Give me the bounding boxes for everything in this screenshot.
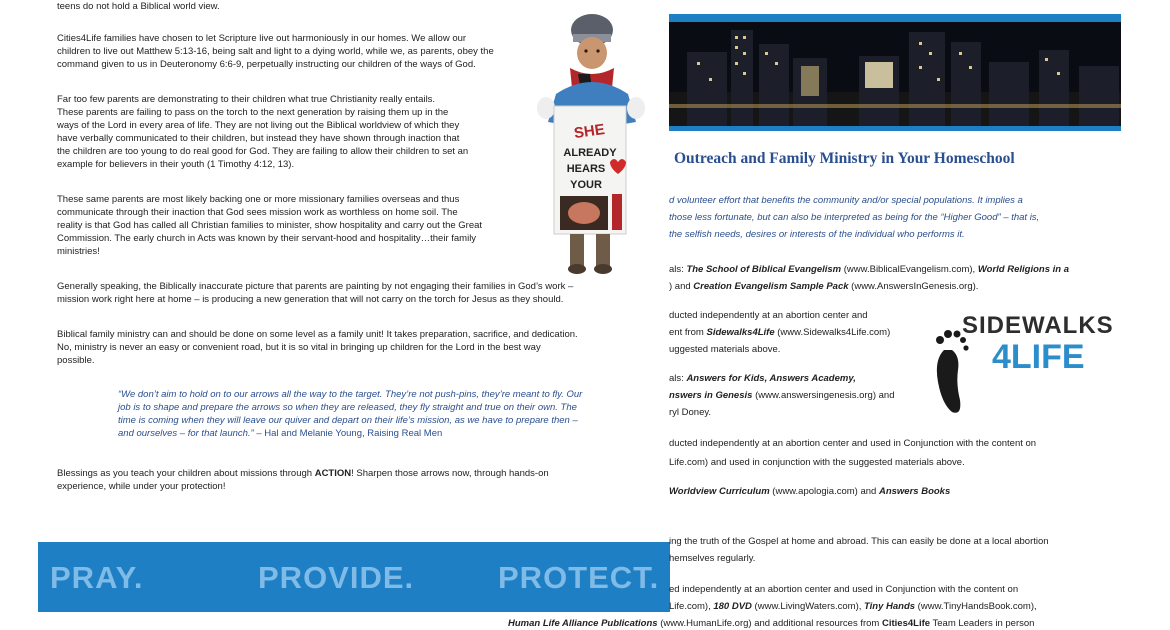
text-line: d volunteer effort that benefits the community and/or special populations. It implies a: [669, 195, 1023, 206]
sign-word: SHE: [572, 120, 606, 143]
text-line: These same parents are most likely backing one or more missionary families overseas and thus: [57, 194, 460, 205]
text-line: [669, 389, 894, 402]
text-line: children to live out Matthew 5:13-16, being salt and light to a dying world, while we, as parents, obey the: [57, 46, 494, 57]
quote-line: job is to shape and prepare the arrows so when they are released, they fly straight and true on their own. The: [118, 402, 577, 413]
text-run: (www.apologia.com) and: [769, 486, 879, 497]
text-line: ducted independently at an abortion center and used in Conjunction with the content on: [669, 438, 1037, 449]
text-line: possible.: [57, 355, 95, 366]
text-line: reality is that God has called all Christian families to minister, show hospitality and carry out the Great: [57, 220, 483, 231]
text-line: example for believers in their youth (1 Timothy 4:12, 13).: [57, 159, 295, 170]
text-run: (www.answersingenesis.org) and: [752, 390, 895, 401]
banner-word-provide: PROVIDE.: [258, 560, 415, 595]
text-line: Commission. The early church in Acts was known by their servant-hood and hospitality…their family: [57, 233, 477, 244]
text-line: These parents are failing to pass on the torch to the next generation by raising them up in the: [57, 107, 449, 118]
text-run: ! Sharpen those arrows now, through hands-on: [351, 468, 549, 479]
text-line: experience, while under your protection!: [57, 481, 226, 492]
text-line: Cities4Life families have chosen to let Scripture live out harmoniously in our homes. We allow our: [57, 33, 467, 44]
text-line: [669, 280, 978, 293]
resource-title: nswers in Genesis: [669, 390, 753, 401]
resource-title: Human Life Alliance Publications: [508, 618, 658, 629]
text-run: (www.AnswersInGenesis.org).: [848, 281, 979, 292]
text-run: Team Leaders in person: [930, 618, 1035, 629]
text-run: (www.BiblicalEvangelism.com),: [841, 264, 978, 275]
sign-word: HEARS: [566, 163, 606, 175]
banner-word-pray: PRAY.: [50, 560, 144, 595]
action-word: ACTION: [314, 468, 352, 479]
pray-provide-protect-banner: [38, 542, 670, 612]
text-line: [508, 617, 1034, 630]
resource-title: 180 DVD: [713, 601, 752, 612]
text-line: ryl Doney.: [669, 407, 712, 418]
text-line: [57, 467, 549, 480]
logo-text-bottom: 4LIFE: [992, 338, 1085, 376]
text-line: the children are too young to do real good for God. They are failing to allow their children to set an: [57, 146, 469, 157]
text-line: Biblical family ministry can and should be done on some level as a family unit! It takes preparation, sacrifice, and dedication.: [57, 329, 578, 340]
text-line: hemselves regularly.: [669, 553, 756, 564]
text-run: Life.com),: [669, 601, 714, 612]
text-line: No, ministry is never an easy or convenient road, but it is so vital in bringing up children for the Lord in the best way: [57, 342, 541, 353]
quote-line: time is coming when they will leave our quiver and depart on their life’s mission, as we have to prepare then –: [118, 415, 578, 426]
text-run: ) and: [669, 281, 694, 292]
text-line: uggested materials above.: [669, 344, 781, 355]
text-run: (www.HumanLife.org) and additional resources from: [657, 618, 882, 629]
quote-line: [118, 427, 442, 440]
text-line: command given to us in Deuteronomy 6:6-9, perpetually instructing our children of the ways of God.: [57, 59, 476, 70]
text-line: [669, 326, 890, 339]
text-line: Far too few parents are demonstrating to their children what true Christianity really entails.: [57, 94, 436, 105]
text-line: ways of the Lord in every area of life. They are not living out the Biblical worldview of which they: [57, 120, 460, 131]
text-run: Blessings as you teach your children about missions through: [57, 468, 315, 479]
text-line: Life.com) and used in conjunction with the suggested materials above.: [669, 457, 965, 468]
logo-text-top: SIDEWALKS: [962, 312, 1114, 339]
text-line: ing the truth of the Gospel at home and abroad. This can easily be done at a local abortion: [669, 536, 1049, 547]
resource-title: Answers Books: [878, 486, 951, 497]
org-name: Cities4Life: [881, 618, 931, 629]
text-run: (www.TinyHandsBook.com),: [915, 601, 1037, 612]
intro-fragment: teens do not hold a Biblical world view.: [57, 1, 220, 12]
text-line: mission work right here at home – is producing a new generation that will not carry on the torch for Jesus as they should.: [57, 294, 564, 305]
text-line: the selfish needs, desires or interests of the individual who performs it.: [669, 229, 965, 240]
banner-word-protect: PROTECT.: [498, 560, 660, 595]
text-line: have verbally communicated to their children, but instead they have shown through inaction that: [57, 133, 460, 144]
text-line: ed independently at an abortion center and used in Conjunction with the content on: [669, 584, 1019, 595]
quote-last-line: and ourselves – for that launch.”: [118, 428, 254, 439]
text-run: als:: [669, 264, 687, 275]
resource-title: Worldview Curriculum: [669, 486, 770, 497]
child-with-sign-photo: [526, 10, 656, 275]
resource-title: Tiny Hands: [864, 601, 916, 612]
text-line: those less fortunate, but can also be interpreted as being for the “Higher Good” – that is,: [669, 212, 1040, 223]
quote-line: “We don’t aim to hold on to our arrows all the way to the target. They’re not push-pins, they’re meant to fly. Our: [118, 389, 583, 400]
text-line: ducted independently at an abortion center and: [669, 310, 868, 321]
text-line: [669, 263, 1069, 276]
resource-title: Creation Evangelism Sample Pack: [693, 281, 849, 292]
text-line: [669, 372, 856, 385]
text-run: ent from: [669, 327, 707, 338]
resource-title: Answers for Kids, Answers Academy,: [686, 373, 856, 384]
text-line: communicate through their inaction that God sees mission work as worthless on home soil. The: [57, 207, 458, 218]
quote-attribution: – Hal and Melanie Young, Raising Real Men: [253, 428, 443, 439]
text-line: ministries!: [57, 246, 100, 257]
text-run: (www.Sidewalks4Life.com): [774, 327, 891, 338]
text-run: (www.LivingWaters.com),: [751, 601, 865, 612]
text-run: als:: [669, 373, 687, 384]
resource-title: Sidewalks4Life: [706, 327, 775, 338]
city-skyline-image: [669, 14, 1121, 131]
sign-word: YOUR: [570, 179, 602, 191]
resource-title: The School of Biblical Evangelism: [686, 264, 842, 275]
resource-title: World Religions in a: [977, 264, 1069, 275]
section-heading: Outreach and Family Ministry in Your Homeschool: [674, 150, 1015, 167]
text-line: [669, 600, 1037, 613]
text-line: Generally speaking, the Biblically inaccurate picture that parents are painting by not engaging their families in God’s work –: [57, 281, 574, 292]
sign-word: ALREADY: [563, 147, 617, 159]
text-line: [669, 485, 950, 498]
sidewalks4life-logo: [930, 312, 1114, 422]
